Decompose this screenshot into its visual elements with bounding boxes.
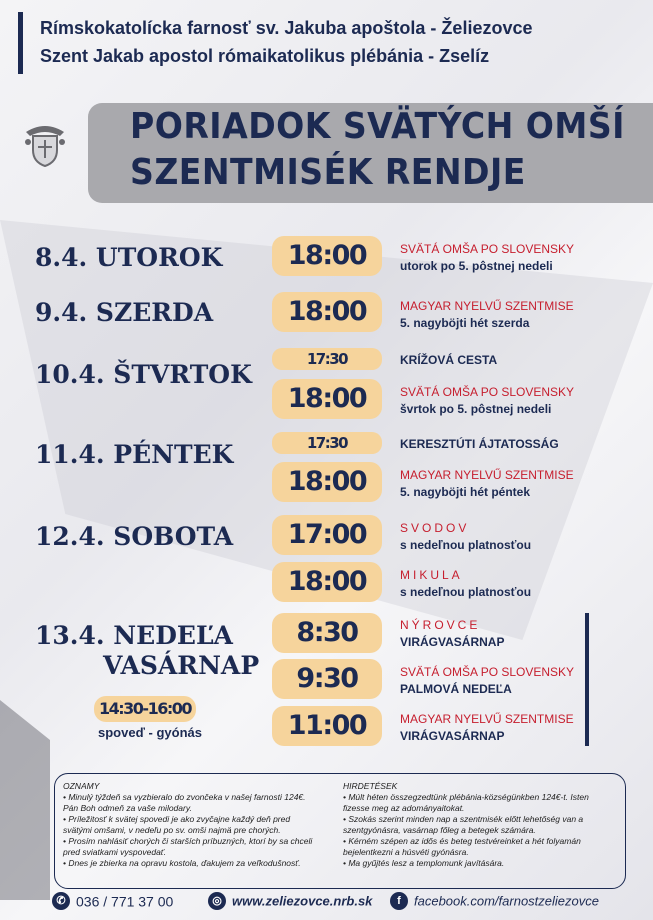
page-title-hu: SZENTMISÉK RENDJE: [130, 152, 526, 193]
service-time: 18:00: [272, 379, 382, 419]
announcement-line: • Príležitosť k svätej spovedi je ako zvyčajne každý deň pred: [63, 814, 291, 824]
service-subtitle: KRÍŽOVÁ CESTA: [400, 353, 498, 367]
service-title: MIKULA: [400, 568, 463, 582]
bg-facet: [0, 700, 50, 900]
announcement-line: fizesse meg az adományaitokat.: [343, 803, 465, 813]
service-time: 18:00: [272, 462, 382, 502]
parish-name-hu: Szent Jakab apostol rómaikatolikus plébánia - Zselíz: [40, 46, 490, 66]
footer-facebook-link[interactable]: [390, 892, 599, 914]
service-time: 17:30: [272, 432, 382, 454]
service-time: 17:00: [272, 515, 382, 555]
announcements-sk: [63, 781, 333, 869]
website-text: www.zeliezovce.nrb.sk: [232, 893, 373, 909]
service-subtitle: utorok po 5. pôstnej nedeli: [400, 259, 553, 273]
service-title: SVÄTÁ OMŠA PO SLOVENSKY: [400, 385, 575, 399]
emblem-icon: [20, 118, 70, 168]
phone-text: 036 / 771 37 00: [76, 893, 174, 910]
service-time: 9:30: [272, 659, 382, 699]
announcement-line: • Dnes je zbierka na opravu kostola, ďakujem za veľkodušnosť.: [63, 858, 301, 868]
confession-label: spoveď - gyónás: [98, 725, 202, 740]
announcement-line: • Minulý týždeň sa vyzbieralo do zvončeka v našej farnosti 124€.: [63, 792, 306, 802]
service-time: 18:00: [272, 562, 382, 602]
service-title: MAGYAR NYELVŰ SZENTMISE: [400, 468, 574, 482]
service-subtitle: s nedeľnou platnosťou: [400, 585, 532, 599]
service-title: SVODOV: [400, 521, 470, 535]
announcement-line: • Ma gyűjtés lesz a templomunk javítására.: [343, 858, 505, 868]
service-subtitle: s nedeľnou platnosťou: [400, 538, 532, 552]
announcement-line: • Kérném szépen az idős és beteg testvéreinket a hét folyamán: [343, 836, 581, 846]
service-title: MAGYAR NYELVŰ SZENTMISE: [400, 712, 574, 726]
service-subtitle: VIRÁGVASÁRNAP: [400, 729, 505, 743]
announcements-heading: OZNAMY: [63, 781, 100, 791]
announcement-line: szentgyónásra, vasárnap főleg a betegek számára.: [343, 825, 536, 835]
day-label: 10.4. ŠTVRTOK: [35, 360, 252, 389]
footer-website-link[interactable]: [208, 892, 372, 914]
globe-icon: ◎: [208, 892, 226, 910]
announcements-hu: [343, 781, 618, 869]
day-label: VASÁRNAP: [103, 651, 260, 680]
service-time: 18:00: [272, 236, 382, 276]
confession-hours: 14:30-16:00: [94, 696, 196, 722]
day-label: 13.4. NEDEĽA: [35, 621, 233, 650]
announcement-line: svätými omšami, v nedeľu po sv. omši najmä pre chorých.: [63, 825, 281, 835]
announcement-line: Pán Boh odmeň za vaše milodary.: [63, 803, 192, 813]
service-subtitle: VIRÁGVASÁRNAP: [400, 635, 505, 649]
sunday-divider: [585, 613, 589, 746]
parish-name-sk: Rímskokatolícka farnosť sv. Jakuba apoštola - Želiezovce: [40, 18, 533, 38]
service-time: 18:00: [272, 292, 382, 332]
facebook-icon: f: [390, 892, 408, 910]
day-label: 12.4. SOBOTA: [35, 522, 234, 551]
service-time: 11:00: [272, 706, 382, 746]
facebook-text: facebook.com/farnostzeliezovce: [414, 893, 599, 909]
service-subtitle: PALMOVÁ NEDEĽA: [400, 682, 512, 696]
service-subtitle: 5. nagyböjti hét péntek: [400, 485, 531, 499]
service-subtitle: KERESZTÚTI ÁJTATOSSÁG: [400, 437, 559, 451]
announcement-line: • Szokás szerint minden nap a szentmisék előtt lehetőség van a: [343, 814, 584, 824]
day-label: 9.4. SZERDA: [35, 298, 214, 327]
service-subtitle: 5. nagyböjti hét szerda: [400, 316, 530, 330]
footer-phone[interactable]: [52, 892, 173, 914]
day-label: 8.4. UTOROK: [35, 243, 223, 272]
service-title: NÝROVCE: [400, 618, 481, 632]
phone-icon: ✆: [52, 892, 70, 910]
header-accent-bar: [18, 12, 23, 74]
day-label: 11.4. PÉNTEK: [35, 440, 234, 469]
announcement-line: bejelentkezni a húsvéti gyónásra.: [343, 847, 469, 857]
service-title: SVÄTÁ OMŠA PO SLOVENSKY: [400, 665, 575, 679]
announcement-line: • Prosím nahlásiť chorých či starších príbuzných, ktorí by sa chceli: [63, 836, 313, 846]
announcement-line: pred sviatkami vyspovedať.: [63, 847, 167, 857]
announcement-line: • Múlt héten összegzedtünk plébánia-községünkben 124€-t. Isten: [343, 792, 589, 802]
service-subtitle: švrtok po 5. pôstnej nedeli: [400, 402, 552, 416]
service-title: SVÄTÁ OMŠA PO SLOVENSKY: [400, 242, 575, 256]
announcements-box: [54, 773, 626, 889]
parish-header: [18, 12, 638, 74]
service-title: MAGYAR NYELVŰ SZENTMISE: [400, 299, 574, 313]
page-title-sk: PORIADOK SVÄTÝCH OMŠÍ: [130, 106, 625, 147]
service-time: 8:30: [272, 613, 382, 653]
announcements-heading: HIRDETÉSEK: [343, 781, 398, 791]
service-time: 17:30: [272, 348, 382, 370]
